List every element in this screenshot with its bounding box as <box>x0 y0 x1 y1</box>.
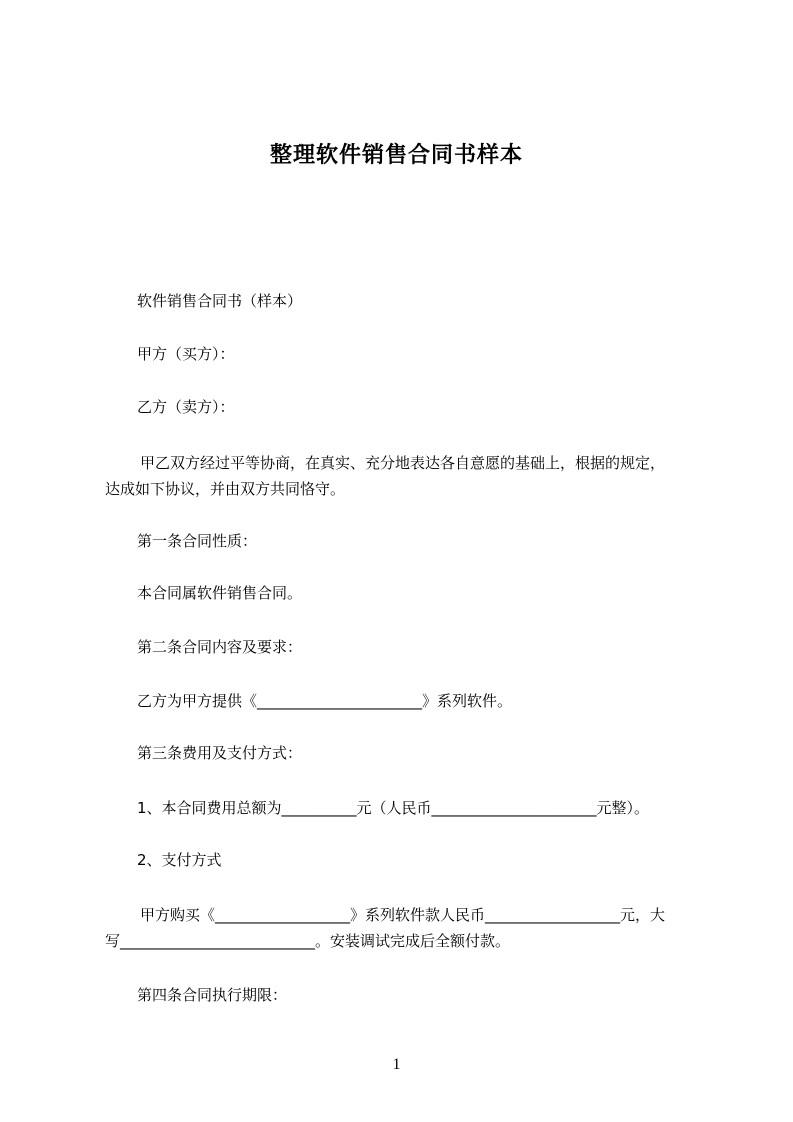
preamble-paragraph <box>105 452 695 500</box>
payment-line-1: 甲方购买《__________________》系列软件款人民币__________________元，大 <box>140 906 666 924</box>
article-1-body: 本合同属软件销售合同。 <box>137 584 303 602</box>
article-2-title: 第二条合同内容及要求： <box>137 638 303 656</box>
article-1-title: 第一条合同性质： <box>137 532 258 550</box>
preamble-line-1: 甲乙双方经过平等协商，在真实、充分地表达各自意愿的基础上，根据的规定， <box>140 454 666 472</box>
preamble-line-2: 达成如下协议，并由双方共同恪守。 <box>105 480 346 498</box>
payment-line-2: 写__________________________。安装调试完成后全额付款。 <box>105 932 511 950</box>
payment-paragraph <box>105 904 695 952</box>
document-title: 整理软件销售合同书样本 <box>269 143 523 168</box>
article-2-body: 乙方为甲方提供《______________________》系列软件。 <box>137 692 513 710</box>
contract-heading: 软件销售合同书（样本） <box>137 292 303 310</box>
party-a-line: 甲方（买方）： <box>137 345 235 363</box>
article-3-item-2: 2、支付方式 <box>137 851 222 869</box>
article-3-item-1: 1、本合同费用总额为__________元（人民币______________________元整）。 <box>137 799 650 817</box>
party-b-line: 乙方（卖方）： <box>137 398 235 416</box>
page-number: 1 <box>392 1056 401 1073</box>
article-3-title: 第三条费用及支付方式： <box>137 744 303 762</box>
article-4-title: 第四条合同执行期限： <box>137 986 288 1004</box>
